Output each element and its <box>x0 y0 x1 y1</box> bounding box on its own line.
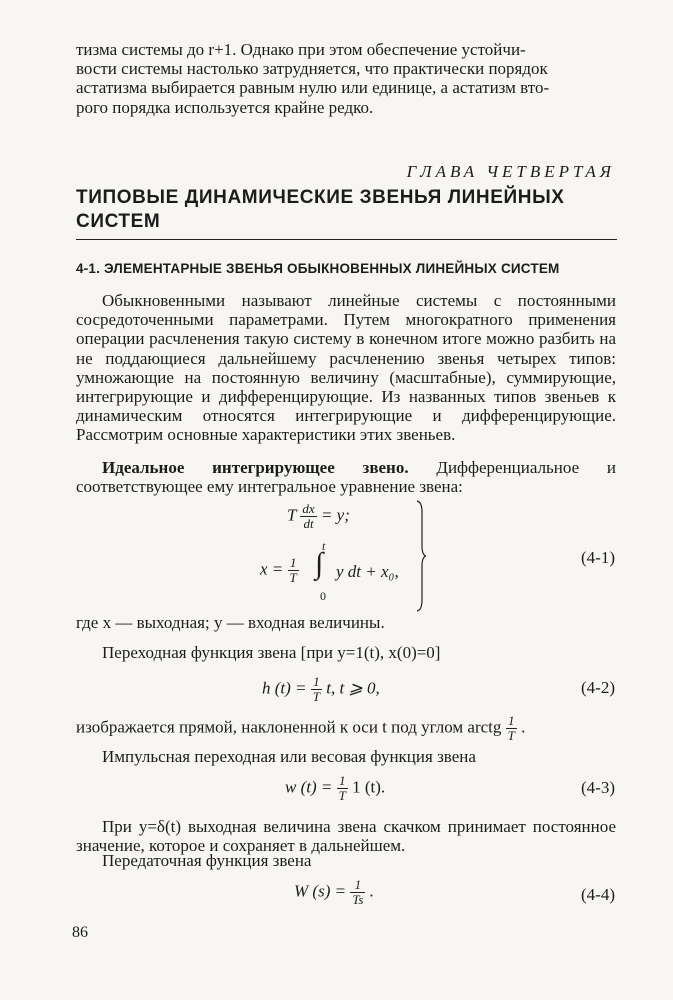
eq4-numerator: 1 <box>337 774 348 789</box>
equation-4-1-line-2 <box>260 556 299 585</box>
eq2-denominator: T <box>289 570 297 585</box>
eq1-numerator: dx <box>302 501 315 516</box>
eq3-numerator: 1 <box>311 675 322 690</box>
equation-4-4 <box>294 878 374 907</box>
integral-lower-limit: 0 <box>320 589 326 603</box>
eq3-fraction <box>311 675 322 704</box>
arctg-numerator: 1 <box>506 714 517 729</box>
eq2-numerator: 1 <box>288 556 299 571</box>
eq4-fraction <box>337 774 348 803</box>
section-title: 4-1. ЭЛЕМЕНТАРНЫЕ ЗВЕНЬЯ ОБЫКНОВЕННЫХ ЛИНЕЙНЫХ СИСТЕМ <box>76 261 560 276</box>
page-number: 86 <box>72 924 88 941</box>
intro-line-3: астатизма выбирается равным нулю или единице, а астатизм вто- <box>76 78 550 98</box>
equation-number-4-1: (4-1) <box>581 548 615 567</box>
eq3-denominator: T <box>312 689 321 704</box>
integral-sign: ∫ <box>315 547 324 580</box>
eq3-lhs: h (t) = <box>262 678 307 698</box>
chapter-title-line-1: ТИПОВЫЕ ДИНАМИЧЕСКИЕ ЗВЕНЬЯ ЛИНЕЙНЫХ <box>76 187 565 208</box>
body-paragraph-4: Переходная функция звена [при y=1(t), x(0)=0] <box>102 643 441 662</box>
arctg-denominator: T <box>507 728 515 743</box>
eq1-fraction <box>300 502 316 531</box>
chapter-title <box>76 186 616 234</box>
eq4-denominator: T <box>338 788 346 803</box>
equation-4-3 <box>285 774 385 803</box>
arctg-fraction <box>506 714 517 743</box>
ideal-integrator-heading: Идеальное интегрирующее звено. <box>102 458 409 477</box>
eq5-lhs: W (s) = <box>294 881 347 901</box>
eq3-rhs: t, t ⩾ 0, <box>326 678 380 698</box>
eq1-denominator: dt <box>303 516 314 531</box>
eq5-denominator: Ts <box>352 892 364 907</box>
chapter-divider <box>76 239 617 240</box>
body-paragraph-1: Обыкновенными называют линейные системы с постоянными сосредоточенными параметрами. Путем многократного применения операции расчленения такую систему в конечном итоге можно разбить на не поддающиеся дальнейшему расчленению звенья четырех типов: умножающие на постоянную величину (масштабные), суммирующие, интегрирующие и дифференцирующие. Из названных типов звеньев к динамическим относятся интегрирующие и дифференцирующие. Рассмотрим основные характеристики этих звеньев. <box>76 291 616 445</box>
body-paragraph-5: изображается прямой, наклоненной к оси t под углом arctg $\frac{1}{T}$ . <box>76 713 526 743</box>
body-paragraph-2 <box>76 458 616 496</box>
equation-system-brace <box>416 500 426 612</box>
eq4-lhs: w (t) = <box>285 777 333 797</box>
intro-line-4: рого порядка используется крайне редко. <box>76 97 374 117</box>
chapter-label: ГЛАВА ЧЕТВЕРТАЯ <box>406 162 615 181</box>
integral-upper-limit: t <box>322 539 326 553</box>
eq5-numerator: 1 <box>350 878 365 893</box>
eq2-rhs: y dt + x₀, <box>336 562 399 581</box>
body-paragraph-3: где x — выходная; y — входная величины. <box>76 613 385 632</box>
equation-number-4-4: (4-4) <box>581 885 615 904</box>
eq5-fraction <box>350 878 365 907</box>
eq2-lhs: x = <box>260 559 284 579</box>
body-paragraph-5-text: изображается прямой, наклоненной к оси t под углом arctg <box>76 717 502 737</box>
equation-4-2 <box>262 675 380 704</box>
body-paragraph-7: При y=δ(t) выходная величина звена скачком принимает постоянное значение, которое и сохраняет в дальнейшем. <box>76 817 616 856</box>
eq5-rhs: . <box>369 881 374 901</box>
body-paragraph-6: Импульсная переходная или весовая функция звена <box>102 747 476 766</box>
eq1-T: T <box>287 505 297 525</box>
intro-paragraph <box>76 40 616 117</box>
chapter-title-line-2: СИСТЕМ <box>76 211 161 232</box>
intro-line-1: тизма системы до r+1. Однако при этом обеспечение устойчи- <box>76 40 526 59</box>
intro-line-2: вости системы настолько затрудняется, что практически порядок <box>76 59 548 79</box>
equation-number-4-2: (4-2) <box>581 678 615 697</box>
body-paragraph-2-text: Дифференциальное и соответствующее ему интегральное уравнение звена: <box>76 458 616 497</box>
eq4-rhs: 1 (t). <box>352 777 386 797</box>
eq1-rhs: = y; <box>320 505 350 525</box>
equation-number-4-3: (4-3) <box>581 778 615 797</box>
equation-4-1-line-1 <box>287 502 350 531</box>
body-paragraph-8: Передаточная функция звена <box>102 851 312 870</box>
eq2-fraction <box>288 556 299 585</box>
